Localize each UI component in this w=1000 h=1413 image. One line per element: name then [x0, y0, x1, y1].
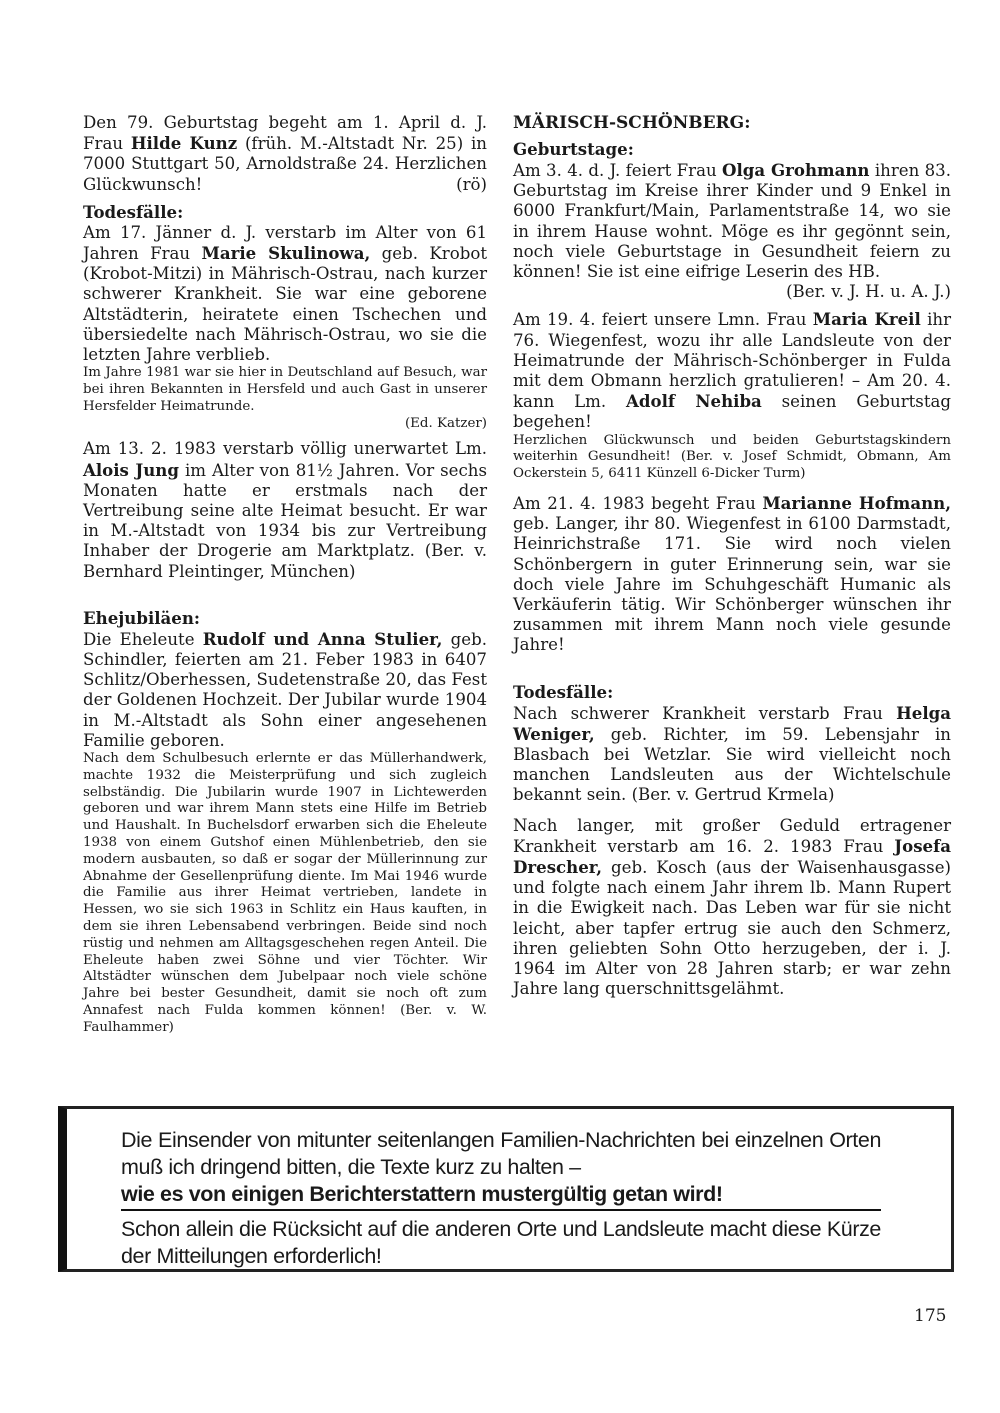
birthday-maria-kreil: Am 19. 4. feiert unsere Lmn. Frau Maria Kreil ihr 76. Wiegenfest, wozu ihr alle Landsleute von der Heimatrunde der Mährisch-Schönberger in Fulda mit dem Obmann herzlich gratulieren! – Am 20. 4. kann Lm. Adolf Nehiba seinen Geburtstag begehen! — [513, 309, 952, 432]
section-heading-deaths: Todesfälle: — [83, 201, 184, 222]
author-credit: (rö) — [456, 174, 487, 194]
editor-notice-box — [58, 1106, 954, 1272]
notice-line-2: Schon allein die Rücksicht auf die anderen Orte und Landsleute macht diese Kürze der Mitteilungen erforderlich! — [121, 1217, 881, 1268]
person-name: Marianne Hofmann, — [762, 493, 951, 514]
page-number: 175 — [914, 1306, 947, 1326]
section-heading-jubilees: Ehejubiläen: — [83, 607, 201, 628]
author-credit: (Ber. v. J. H. u. A. J.) — [786, 282, 951, 302]
editor-notice-text — [121, 1127, 881, 1270]
obituary-alois-jung: Am 13. 2. 1983 verstarb völlig unerwartet Lm. Alois Jung im Alter von 81½ Jahren. Vor sechs Monaten hatte er erstmals nach der Vertreibung seine alte Heimat besucht. Er war in M.-Altstadt von 1934 bis zur Vertreibung Inhaber der Drogerie am Marktplatz. (Ber. v. Bernhard Pleintinger, München) — [83, 439, 487, 581]
section-heading-birthdays: Geburtstage: — [513, 139, 634, 159]
notice-emphasis: wie es von einigen Berichterstattern mustergültig getan wird! — [121, 1181, 881, 1211]
obituary-josefa-drescher: Nach langer, mit großer Geduld ertragener Krankheit verstarb am 16. 2. 1983 Frau Josefa Drescher, geb. Kosch (aus der Waisenhausgasse) und folgte nach einem Jahr ihrem lb. Mann Rupert in die Ewigkeit nach. Das Leben war für sie nicht leicht, aber tapfer ertrug sie auch den Schmerz, ihren geliebten Sohn Otto herzugeben, der i. J. 1964 im Alter von 28 Jahren starb; er war zehn Jahre lang querschnittsgelähmt. — [513, 815, 951, 999]
obituary-note: Im Jahre 1981 war sie hier in Deutschland auf Besuch, war bei ihren Bekannten in Hersfeld und auch Gast in unserer Hersfelder Heimatrunde. — [83, 365, 487, 414]
person-name: Hilde Kunz — [130, 133, 238, 154]
person-name: Alois Jung — [83, 459, 179, 480]
jubilee-details: Nach dem Schulbesuch erlernte er das Müllerhandwerk, machte 1932 die Meisterprüfung und sich zugleich selbständig. Die Jubilarin wurde 1907 in Lichtewerden geboren und war ihrem Mann stets eine Hilfe im Betrieb und Haushalt. In Buchelsdorf erwarben sich die Eheleute 1938 von einem Gutshof einen Mühlenbetrieb, den sie modern ausbauten, so daß er sogar der Müllerinnung zur Abnahme der Gesellenprüfung diente. Im Mai 1946 wurde die Familie aus ihrer Heimat vertrieben, landete in Hessen, wo sie sich 1963 in Schlitz ein Haus kauften, in dem sie ihren Lebensabend verbringen. Beide sind noch rüstig und nehmen am Alltagsgeschehen regen Anteil. Die Eheleute haben zwei Söhne und vier Töchter. Wir Altstädter wünschen dem Jubelpaar noch viele schöne Jahre bei bester Gesundheit, damit sie noch oft zum Annafest nach Fulda kommen können! (Ber. v. W. Faulhammer) — [83, 751, 487, 1035]
section-heading-deaths: Todesfälle: — [513, 681, 614, 702]
person-name: Maria Kreil — [812, 309, 921, 330]
notice-line-1: Die Einsender von mitunter seitenlangen Familien-Nachrichten bei einzelnen Orten muß ich dringend bitten, die Texte kurz zu halten – — [121, 1128, 881, 1179]
birthday-hilde-kunz: Den 79. Geburtstag begeht am 1. April d. J. Frau Hilde Kunz (früh. M.-Altstadt Nr. 25) in 7000 Stuttgart 50, Arnoldstraße 24. Herzlichen Glückwunsch! (rö) — [83, 113, 487, 194]
right-column — [513, 113, 951, 1000]
person-name: Olga Grohmann — [722, 160, 870, 180]
left-column — [83, 113, 487, 1037]
birthday-marianne-hofmann: Am 21. 4. 1983 begeht Frau Marianne Hofmann, geb. Langer, ihr 80. Wiegenfest in 6100 Darmstadt, Heinrichstraße 171. Sie wird noch vielen Schönbergern in guter Erinnerung sein, war sie doch viele Jahre im Schuhgeschäft Humanic als Verkäuferin tätig. Wir Schönberger wünschen ihr zusammen mit ihrem Mann noch viele gesunde Jahre! — [513, 493, 951, 655]
town-heading: MÄRISCH-SCHÖNBERG: — [513, 113, 751, 133]
obituary-helga-weniger: Nach schwerer Krankheit verstarb Frau Helga Weniger, geb. Richter, im 59. Lebensjahr in Blasbach bei Wetzlar. Sie wird vielleicht noch manchen Landsleuten aus der Wichtelschule bekannt sein. (Ber. v. Gertrud Krmela) — [513, 702, 951, 805]
jubilee-stulier: Die Eheleute Rudolf und Anna Stulier, geb. Schindler, feierten am 21. Feber 1983 in 6407 Schlitz/Oberhessen, Sudetenstraße 20, das Fest der Goldenen Hochzeit. Der Jubilar wurde 1904 in M.-Altstadt als Sohn einer angesehenen Familie geboren. — [83, 628, 487, 750]
person-name: Josefa Drescher, — [513, 835, 951, 878]
obituary-marie-skulinowa: Am 17. Jänner d. J. verstarb im Alter von 61 Jahren Frau Marie Skulinowa, geb. Krobot (Krobot-Mitzi) in Mährisch-Ostrau, nach kurzer schwerer Krankheit. Sie war eine geborene Altstädterin, heiratete einen Tschechen und übersiedelte nach Mährisch-Ostrau, wo sie die letzten Jahre verblieb. — [83, 222, 487, 365]
birthday-wishes-note: Herzlichen Glückwunsch und beiden Geburtstagskindern weiterhin Gesundheit! (Ber. v. Josef Schmidt, Obmann, Am Ockerstein 5, 6411 Künzell 6-Dicker Turm) — [513, 432, 951, 482]
person-name: Rudolf und Anna Stulier, — [202, 628, 443, 649]
person-name: Marie Skulinowa, — [201, 243, 371, 264]
person-name: Helga Weniger, — [513, 702, 951, 744]
birthday-olga-grohmann: Am 3. 4. d. J. feiert Frau Olga Grohmann ihren 83. Geburtstag im Kreise ihrer Kinder und 9 Enkel in 6000 Frankfurt/Main, Parlamentstraße 14, wo sie in ihrem Hause wohnt. Möge es ihr gegönnt sein, noch viele Geburtstage in Gesundheit feiern zu können! Sie ist eine eifrige Leserin des HB. — [513, 160, 952, 282]
author-credit: (Ed. Katzer) — [404, 415, 487, 431]
person-name: Adolf Nehiba — [626, 391, 762, 412]
